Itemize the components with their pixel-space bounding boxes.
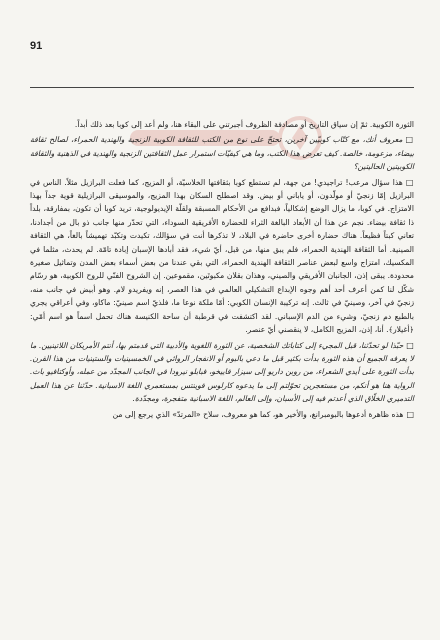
answer-paragraph-1: [30, 176, 414, 337]
question-1-text: معروف أنك، مع كتّاب كوبيّين آخرين، تحتجّ على نوع من الكتب للثقافة الكوبية الزنجية والهندية الحمراء، لصالح ثقافة بيضاء، مزعومة، خالصة. كيف تعرض هذا الكتب، وما هي كيفيّات استمرار عمل الثقافتين الزنجية والهندية في الذهنية والثقافة الكوبيتين الحاليتين؟: [30, 135, 414, 172]
header-rule: [30, 87, 414, 88]
answer-1-text: هذا سؤال مرعب! تراجيدي! من جهة، لم تستطع كوبا بثقافتها الخلاسيّة، أو المزيج، كما فعلت البرازيل مثلاً. الناس في البرازيل إمّا زنجيّ أو مولّدون، أو ياباني أو بيض. وقد اصطلح السكان بهذا المزيج، والموسيقى البرازيلية قوية جداً بهذا الامتزاج. في كوبا، ما يزال الوضع إشكالياً، فبدافع من الأحكام المسبقة ولقلّة الإيديولوجية، تريد كوبا أن تكون، بمفارقة، بلداً ذا ثقافة بيضاء. نجم عن هذا أن الأبعاد البالغة الثراء للحضارة الأفريقية السوداء، التي تحدّر منها جانب ذو بال من أجدادنا، تعاني كبتاً فظيعاً. هناك حضارة أخرى حاضرة في البلاد، لا تذكرها أنت في سؤالك، تكيدت وتكبّد تهميشاً بالغاً، هي الثقافة الصينية. أما الثقافة الهندية الحمراء، فلم يبق منها، من قبل، أيّ شيء، فقد أبادها الإسبان إبادة تامّة. لم يحدث، مثلما في المكسيك، امتزاج واسع لبعض عناصر الثقافة الهندية الحمراء، التي بقي عندنا من بعض أسماء بعض المدن وتماثيل صغيرة محدودة. يبقى إذن، الجانبان الأفريقي والصيني، وهذان بقلان مكبوتَين، مقموعين. إن الشروح الفنّي للروح الكوبية، هو رسّام شكّل لنا كمن أعرف أحد أهم وجوه الإبداع التشكيلي العالمي في هذا العصر، إنه ويفريدو لام. وهو أبيض في جانب منه، زنجيّ في آخر، وصينيّ في ثالث. إنه تركيبة الإنسان الكوبي: أمّا ملكة نوعا ما، فلذيّ اسم صينيّ: ماكاو، وفي أعراقي يجري بالطبع دم زنجيّ، وشيء من الدم الإسباني. لقد اكتشفت في قرطبة أن ساحة الكنيسة هناك تحمل اسماً هو اسم أمّي: ﴿أغيلار﴾. أنا، إذن، المزيج الكامل، لا ينقصني أيّ عنصر.: [30, 177, 414, 335]
body-text: [30, 118, 414, 421]
paragraph-1-text: الثورة الكوبية. ثمّ إن سياق التاريخ أو مصادفة الظروف أجبرتني على البقاء هنا، ولم أعد إلى كوبا بعد ذلك أبداً.: [74, 120, 414, 129]
question-paragraph-1: [30, 133, 414, 173]
answer-paragraph-2: [30, 408, 414, 421]
question-paragraph-2: [30, 339, 414, 406]
paragraph-1: [30, 118, 414, 131]
page-number: 91: [30, 40, 43, 52]
square-bullet-icon: □: [405, 177, 414, 187]
question-2-text: حبّذا لو تحدّثنا، قبل المجيء إلى كتاباتك الشخصية، عن الثورة اللغوية والأدبية التي قدمتم بها، أنتم الأمريكان اللاتينيين. ما لا يعرفه الجميع أن هذه الثورة بدأت بكثير قبل ما دعي بالبوم أو الانفجار الروائي في الخمسينيات والستينيات من هذا القرن. بدأت الثورة على أيدي الشعراء، من روبن داريو إلى سيزار فاييخو، فبابلو نيرودا في الجانب المجدّد من عمله، وأوكتافيو باث. الرواية هنا هو أنكم، من مستعجرين تحوّلتم إلى ما يدعوه كارلوس فوينتس بمستعمري اللغة الاسبانية. حدّثنا عن هذا العمل التدميري الخلّاق الذي أعدتم فيه إلى الأسبان، وإلى العالم، اللغة الاسبانية متفجرة، ومجدّدة.: [30, 340, 414, 404]
answer-2-text: هذه ظاهرة أدعوها بالبومبرانغ، والأخير هو، كما هو معروف، سلاح «المرتدّ» الذي يرجع إلى من: [112, 409, 404, 419]
square-bullet-icon: □: [405, 135, 414, 145]
square-bullet-icon: □: [406, 409, 414, 419]
square-bullet-icon: □: [406, 340, 415, 350]
